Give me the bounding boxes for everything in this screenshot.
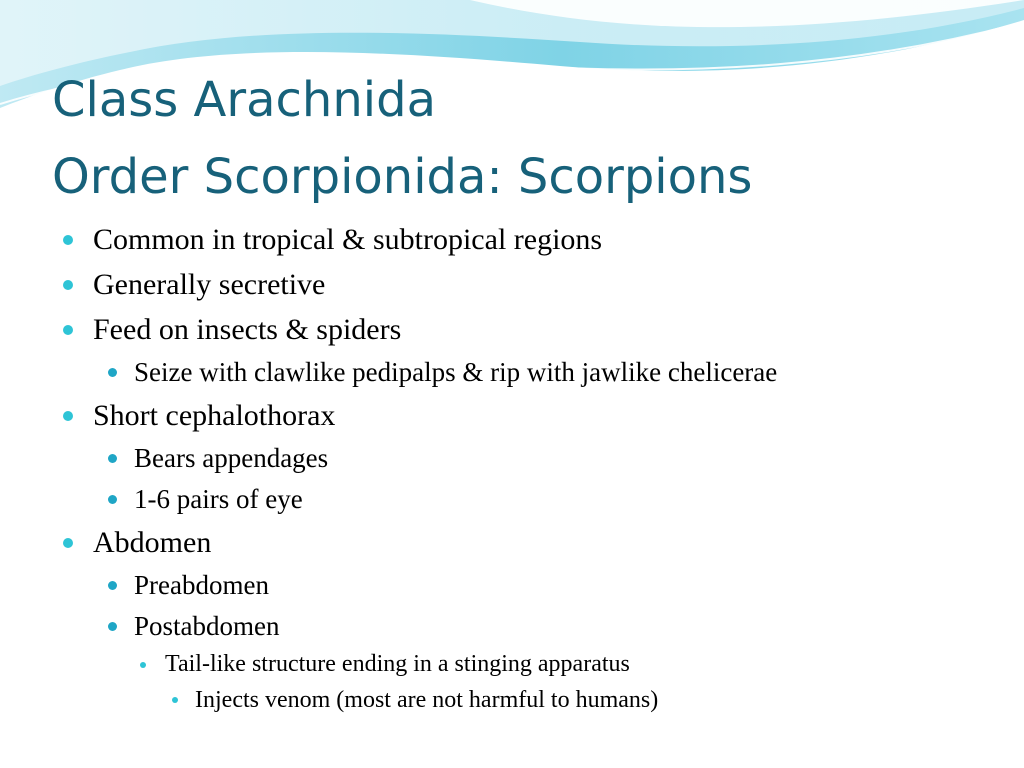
bullet-dot-icon bbox=[172, 697, 178, 703]
bullet-dot-icon bbox=[63, 325, 73, 335]
bullet-text: Bears appendages bbox=[134, 443, 329, 473]
sub-bullet-item bbox=[62, 479, 1002, 520]
bullet-list bbox=[62, 217, 1002, 718]
bullet-dot-icon bbox=[108, 622, 117, 631]
bullet-text: Generally secretive bbox=[93, 268, 326, 301]
title-line-2: Order Scorpionida: Scorpions bbox=[52, 149, 753, 205]
sub-sub-sub-bullet-item bbox=[62, 682, 1002, 718]
bullet-text: Abdomen bbox=[93, 526, 212, 559]
sub-sub-bullet-item bbox=[62, 647, 1002, 682]
bullet-item bbox=[62, 520, 1002, 565]
bullet-text: Preabdomen bbox=[134, 570, 269, 600]
sub-bullet-item bbox=[62, 352, 1002, 393]
bullet-text: Seize with clawlike pedipalps & rip with jawlike chelicerae bbox=[134, 357, 778, 387]
bullet-dot-icon bbox=[63, 235, 73, 245]
bullet-dot-icon bbox=[140, 662, 146, 668]
sub-bullet-item bbox=[62, 565, 1002, 606]
bullet-text: 1-6 pairs of eye bbox=[134, 484, 303, 514]
sub-bullet-item bbox=[62, 438, 1002, 479]
bullet-item bbox=[62, 262, 1002, 307]
slide-title bbox=[52, 62, 752, 216]
sub-bullet-item bbox=[62, 606, 1002, 647]
bullet-dot-icon bbox=[63, 280, 73, 290]
bullet-text: Common in tropical & subtropical regions bbox=[93, 223, 603, 256]
title-line-1: Class Arachnida bbox=[52, 72, 436, 128]
bullet-text: Short cephalothorax bbox=[93, 399, 336, 432]
bullet-text: Injects venom (most are not harmful to humans) bbox=[195, 687, 659, 713]
bullet-text: Postabdomen bbox=[134, 611, 280, 641]
bullet-dot-icon bbox=[108, 368, 117, 377]
bullet-text: Tail-like structure ending in a stinging apparatus bbox=[165, 651, 630, 677]
bullet-dot-icon bbox=[108, 495, 117, 504]
bullet-text: Feed on insects & spiders bbox=[93, 313, 402, 346]
bullet-item bbox=[62, 217, 1002, 262]
bullet-dot-icon bbox=[63, 538, 73, 548]
bullet-item bbox=[62, 307, 1002, 352]
bullet-dot-icon bbox=[108, 454, 117, 463]
bullet-dot-icon bbox=[63, 411, 73, 421]
bullet-item bbox=[62, 393, 1002, 438]
bullet-dot-icon bbox=[108, 581, 117, 590]
